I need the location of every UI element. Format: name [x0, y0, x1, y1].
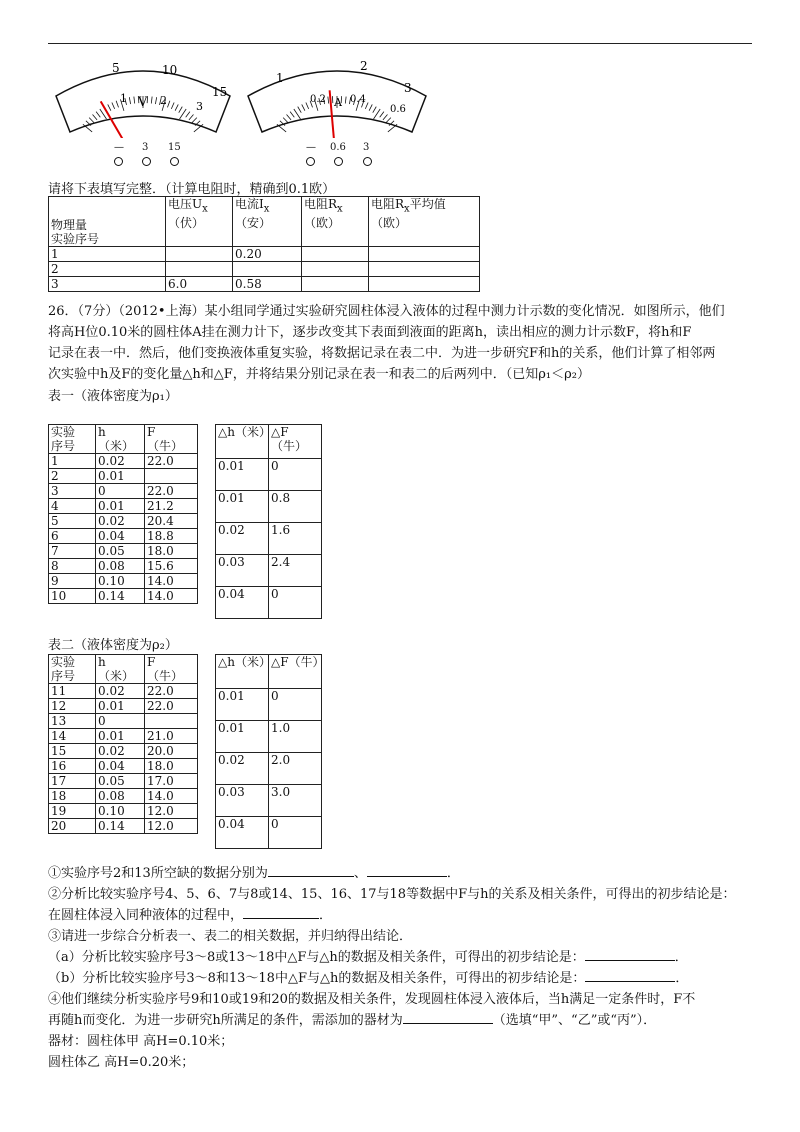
header-df [269, 425, 322, 459]
problem-26-paragraph-2: 将高H位0.10米的圆柱体A挂在测力计下，逐步改变其下表面到液面的距离h，读出相应的测力计示数F，将h和F [48, 325, 692, 340]
cell: 0.04 [216, 817, 269, 849]
ammeter-terminal-3-label: 3 [363, 142, 370, 153]
header-label: 实验 [51, 655, 76, 669]
table-1-deltas [215, 424, 322, 619]
cell: 0.02 [96, 454, 145, 469]
table-row [216, 785, 322, 817]
cell [145, 469, 198, 484]
cell: 0.10 [96, 804, 145, 819]
cell: 18.0 [145, 759, 198, 774]
header-avg-sub: x [404, 203, 410, 215]
equipment-line-1: 器材：圆柱体甲 高H=0.10米； [48, 1034, 234, 1049]
cell: 0 [269, 587, 322, 619]
table-row [49, 714, 198, 729]
cell: 22.0 [145, 454, 198, 469]
cell: 22.0 [145, 484, 198, 499]
cell [302, 262, 369, 277]
voltmeter-terminal-3-label: 3 [142, 142, 149, 153]
header-f [145, 425, 198, 454]
cell: 0.04 [96, 759, 145, 774]
question-4-end: （选填“甲”、“乙”或“丙”）． [492, 1013, 657, 1028]
header-voltage-sub: x [202, 203, 208, 215]
table-1-main [48, 424, 198, 604]
table-row [49, 589, 198, 604]
cell: 0.05 [96, 544, 145, 559]
terminal-circle-icon [334, 157, 343, 166]
cell: 0.01 [216, 721, 269, 753]
cell: 0 [269, 817, 322, 849]
ammeter-terminal-negative-label: — [306, 142, 316, 153]
table-row [49, 469, 198, 484]
voltmeter-scale-bottom-3: 3 [196, 100, 203, 113]
header-label: （米） [98, 669, 135, 683]
cell: 0.08 [96, 559, 145, 574]
voltmeter-terminal-15-label: 15 [168, 142, 181, 153]
cell: 1 [49, 454, 96, 469]
top-rule [48, 43, 752, 44]
table-row [49, 819, 198, 834]
resistance-table [48, 196, 480, 292]
voltmeter-terminal-negative-label: — [114, 142, 124, 153]
cell: 12.0 [145, 804, 198, 819]
question-3a [48, 946, 688, 965]
table-header-row [216, 655, 322, 689]
ammeter-unit: A [334, 96, 342, 109]
table-row [49, 759, 198, 774]
terminal-circle-icon [142, 157, 151, 166]
table-row [49, 729, 198, 744]
table-2-caption: 表二（液体密度为ρ₂） [48, 638, 178, 653]
header-label: （牛） [147, 669, 184, 683]
cell: 3 [49, 277, 166, 292]
table-row [216, 689, 322, 721]
cell: 2 [49, 262, 166, 277]
cell: 0.08 [96, 789, 145, 804]
table-corner-cell [49, 197, 166, 247]
cell: 21.0 [145, 729, 198, 744]
voltmeter-unit: V [138, 95, 148, 110]
table-row [49, 789, 198, 804]
cell: 2.0 [269, 753, 322, 785]
cell: 12.0 [145, 819, 198, 834]
table-2-main [48, 654, 198, 834]
header-label: h [98, 655, 106, 669]
cell: 0.01 [216, 689, 269, 721]
cell: 0.01 [96, 699, 145, 714]
cell: 15 [49, 744, 96, 759]
cell: 6.0 [166, 277, 233, 292]
cell: 0 [96, 714, 145, 729]
cell [145, 714, 198, 729]
cell: 9 [49, 574, 96, 589]
cell [302, 247, 369, 262]
cell: 12 [49, 699, 96, 714]
question-2-line-1: ②分析比较实验序号4、5、6、7与8或14、15、16、17与18等数据中F与h的关系及相关条件，可得出的初步结论是： [48, 887, 736, 902]
cell [166, 262, 233, 277]
terminal-circle-icon [170, 157, 179, 166]
cell: 0.20 [233, 247, 302, 262]
ammeter-figure [242, 52, 432, 138]
cell [233, 262, 302, 277]
cell: 0.03 [216, 555, 269, 587]
question-4-text: 再随h而变化．为进一步研究h所满足的条件，需添加的器材为 [48, 1013, 403, 1028]
question-3a-text: （a）分析比较实验序号3～8或13～18中△F与△h的数据及相关条件，可得出的初步结论是： [48, 950, 585, 965]
question-1-text: ①实验序号2和13所空缺的数据分别为 [48, 866, 268, 881]
voltmeter-scale-top-15: 15 [212, 85, 228, 99]
cell: 0 [96, 484, 145, 499]
ammeter-scale-top-2: 2 [360, 59, 368, 73]
cell: 18.0 [145, 544, 198, 559]
cell: 14.0 [145, 589, 198, 604]
table-row [49, 247, 480, 262]
header-current-unit: （安） [235, 216, 272, 231]
table-row [49, 744, 198, 759]
table-row [49, 544, 198, 559]
cell: 0.8 [269, 491, 322, 523]
table-row [216, 491, 322, 523]
table-row [49, 277, 480, 292]
cell: 18.8 [145, 529, 198, 544]
header-index [49, 655, 96, 684]
corner-label-quantity: 物理量 [51, 218, 88, 232]
cell: 0.05 [96, 774, 145, 789]
cell: 20 [49, 819, 96, 834]
cell: 0.02 [96, 744, 145, 759]
question-1-end: ． [446, 866, 460, 881]
answer-blank[interactable] [403, 1011, 493, 1024]
cell: 17.0 [145, 774, 198, 789]
header-resistance-sub: x [337, 203, 343, 215]
header-resistance-label: 电阻R [304, 197, 338, 211]
ammeter-terminal-0-6-label: 0.6 [330, 142, 346, 153]
header-label: △F [271, 425, 289, 439]
header-voltage [166, 197, 233, 247]
problem-26-paragraph-3: 记录在表一中．然后，他们变换液体重复实验，将数据记录在表二中．为进一步研究F和h的关系，他们计算了相邻两 [48, 346, 716, 361]
question-2-text: 在圆柱体浸入同种液体的过程中， [48, 908, 244, 923]
voltmeter-scale-top-5: 5 [112, 61, 120, 75]
header-voltage-unit: （伏） [168, 216, 205, 231]
table-header-row [49, 425, 198, 454]
cell: 6 [49, 529, 96, 544]
answer-blank[interactable] [243, 906, 319, 919]
cell: 1.0 [269, 721, 322, 753]
header-label: F [147, 425, 156, 439]
cell: 11 [49, 684, 96, 699]
cell [166, 247, 233, 262]
cell: 0.01 [96, 499, 145, 514]
header-label: （牛） [271, 439, 308, 453]
table-header-row [49, 655, 198, 684]
ammeter-scale-bottom-0-6: 0.6 [390, 104, 406, 115]
cell: 0.02 [216, 523, 269, 555]
cell: 15.6 [145, 559, 198, 574]
cell: 4 [49, 499, 96, 514]
cell: 5 [49, 514, 96, 529]
cell: 17 [49, 774, 96, 789]
header-label: （牛） [147, 439, 184, 453]
header-avg-suffix: 平均值 [409, 197, 446, 211]
table-row [49, 684, 198, 699]
cell: 3 [49, 484, 96, 499]
cell: 1 [49, 247, 166, 262]
answer-blank[interactable] [585, 948, 675, 961]
corner-label-index: 实验序号 [51, 232, 100, 246]
table-row [49, 774, 198, 789]
voltmeter-scale-bottom-1: 1 [120, 92, 127, 105]
cell: 0.14 [96, 819, 145, 834]
table-2-deltas [215, 654, 325, 849]
cell: 2 [49, 469, 96, 484]
header-dh: △h（米） [216, 425, 269, 459]
header-h [96, 655, 145, 684]
problem-26-paragraph-1: 26．（7分）（2012•上海）某小组同学通过实验研究圆柱体浸入液体的过程中测力计示数的变化情况．如图所示，他们 [48, 304, 725, 319]
cell: 13 [49, 714, 96, 729]
header-avg-unit: （欧） [371, 216, 408, 231]
ammeter-scale-top-1: 1 [276, 71, 284, 85]
cell: 0.01 [96, 729, 145, 744]
header-dh: △h（米） [216, 655, 269, 689]
header-resistance [302, 197, 369, 247]
header-label: h [98, 425, 106, 439]
header-voltage-label: 电压U [168, 197, 203, 211]
cell: 20.4 [145, 514, 198, 529]
cell [369, 262, 480, 277]
cell: 0.01 [216, 459, 269, 491]
ammeter-scale-bottom-0-4: 0.4 [350, 94, 366, 105]
cell: 8 [49, 559, 96, 574]
table-1-caption: 表一（液体密度为ρ₁） [48, 389, 178, 404]
header-current [233, 197, 302, 247]
ammeter-scale-bottom-0-2: 0.2 [310, 94, 326, 105]
answer-blank[interactable] [268, 864, 354, 877]
cell: 0.02 [216, 753, 269, 785]
header-h [96, 425, 145, 454]
cell: 0.10 [96, 574, 145, 589]
cell [369, 247, 480, 262]
cell: 14 [49, 729, 96, 744]
question-3b-end: ． [675, 971, 689, 986]
cell: 0.02 [96, 684, 145, 699]
table-row [49, 499, 198, 514]
voltmeter-scale-top-10: 10 [162, 63, 178, 77]
header-df: △F（牛） [269, 655, 322, 689]
cell: 3.0 [269, 785, 322, 817]
cell: 10 [49, 589, 96, 604]
table-row [49, 804, 198, 819]
answer-blank[interactable] [367, 864, 447, 877]
header-resistance-average [369, 197, 480, 247]
table-row [216, 721, 322, 753]
cell: 0.14 [96, 589, 145, 604]
question-4-line-1: ④他们继续分析实验序号9和10或19和20的数据及相关条件，发现圆柱体浸入液体后，当h满足一定条件时，F不 [48, 992, 696, 1007]
table-row [49, 529, 198, 544]
cell: 16 [49, 759, 96, 774]
problem-26-paragraph-4: 次实验中h及F的变化量△h和△F，并将结果分别记录在表一和表二的后两列中．（已知ρ₁＜ρ₂） [48, 367, 590, 382]
header-avg-label: 电阻R [371, 197, 405, 211]
terminal-circle-icon [114, 157, 123, 166]
question-1-separator: 、 [353, 866, 367, 881]
cell: 18 [49, 789, 96, 804]
table-row [49, 484, 198, 499]
cell: 7 [49, 544, 96, 559]
terminal-circle-icon [306, 157, 315, 166]
table-row [216, 555, 322, 587]
question-3: ③请进一步综合分析表一、表二的相关数据，并归纳得出结论． [48, 929, 413, 944]
table-row [49, 514, 198, 529]
table-row [216, 459, 322, 491]
cell: 20.0 [145, 744, 198, 759]
cell: 0.01 [216, 491, 269, 523]
cell: 14.0 [145, 789, 198, 804]
header-current-sub: x [263, 203, 270, 215]
question-2-end: ． [319, 908, 333, 923]
cell: 22.0 [145, 699, 198, 714]
header-label: （米） [98, 439, 135, 453]
table-row [49, 574, 198, 589]
cell: 0 [269, 459, 322, 491]
question-1 [48, 862, 460, 881]
instruction-text: 请将下表填写完整．（计算电阻时，精确到0.1欧） [48, 182, 336, 197]
terminal-circle-icon [363, 157, 372, 166]
header-f [145, 655, 198, 684]
answer-blank[interactable] [585, 969, 675, 982]
table-row [216, 817, 322, 849]
cell: 2.4 [269, 555, 322, 587]
header-label: 序号 [51, 439, 76, 453]
question-2-line-2 [48, 904, 332, 923]
header-current-label: 电流I [235, 197, 264, 211]
table-row [216, 753, 322, 785]
cell: 14.0 [145, 574, 198, 589]
cell: 21.2 [145, 499, 198, 514]
table-row [49, 262, 480, 277]
cell: 0.58 [233, 277, 302, 292]
equipment-line-2: 圆柱体乙 高H=0.20米； [48, 1055, 195, 1070]
cell: 0 [269, 689, 322, 721]
table-row [216, 523, 322, 555]
cell: 0.02 [96, 514, 145, 529]
ammeter-scale-top-3: 3 [404, 81, 412, 95]
table-row [216, 587, 322, 619]
cell: 0.04 [96, 529, 145, 544]
cell: 1.6 [269, 523, 322, 555]
header-index [49, 425, 96, 454]
cell: 0.04 [216, 587, 269, 619]
table-header-row [216, 425, 322, 459]
question-3a-end: ． [674, 950, 688, 965]
question-3b-text: （b）分析比较实验序号3～8和13～18中△F与△h的数据及相关条件，可得出的初步结论是： [48, 971, 586, 986]
cell [369, 277, 480, 292]
cell [302, 277, 369, 292]
table-row [49, 454, 198, 469]
cell: 22.0 [145, 684, 198, 699]
table-row [49, 699, 198, 714]
cell: 0.03 [216, 785, 269, 817]
header-label: 序号 [51, 669, 76, 683]
question-3b [48, 967, 688, 986]
question-4-line-2 [48, 1009, 656, 1028]
voltmeter-figure [50, 52, 236, 138]
cell: 0.01 [96, 469, 145, 484]
header-label: 实验 [51, 425, 76, 439]
table-row [49, 559, 198, 574]
voltmeter-scale-bottom-2: 2 [160, 94, 167, 107]
table-header-row [49, 197, 480, 247]
header-label: F [147, 655, 156, 669]
cell: 19 [49, 804, 96, 819]
header-resistance-unit: （欧） [304, 216, 341, 231]
